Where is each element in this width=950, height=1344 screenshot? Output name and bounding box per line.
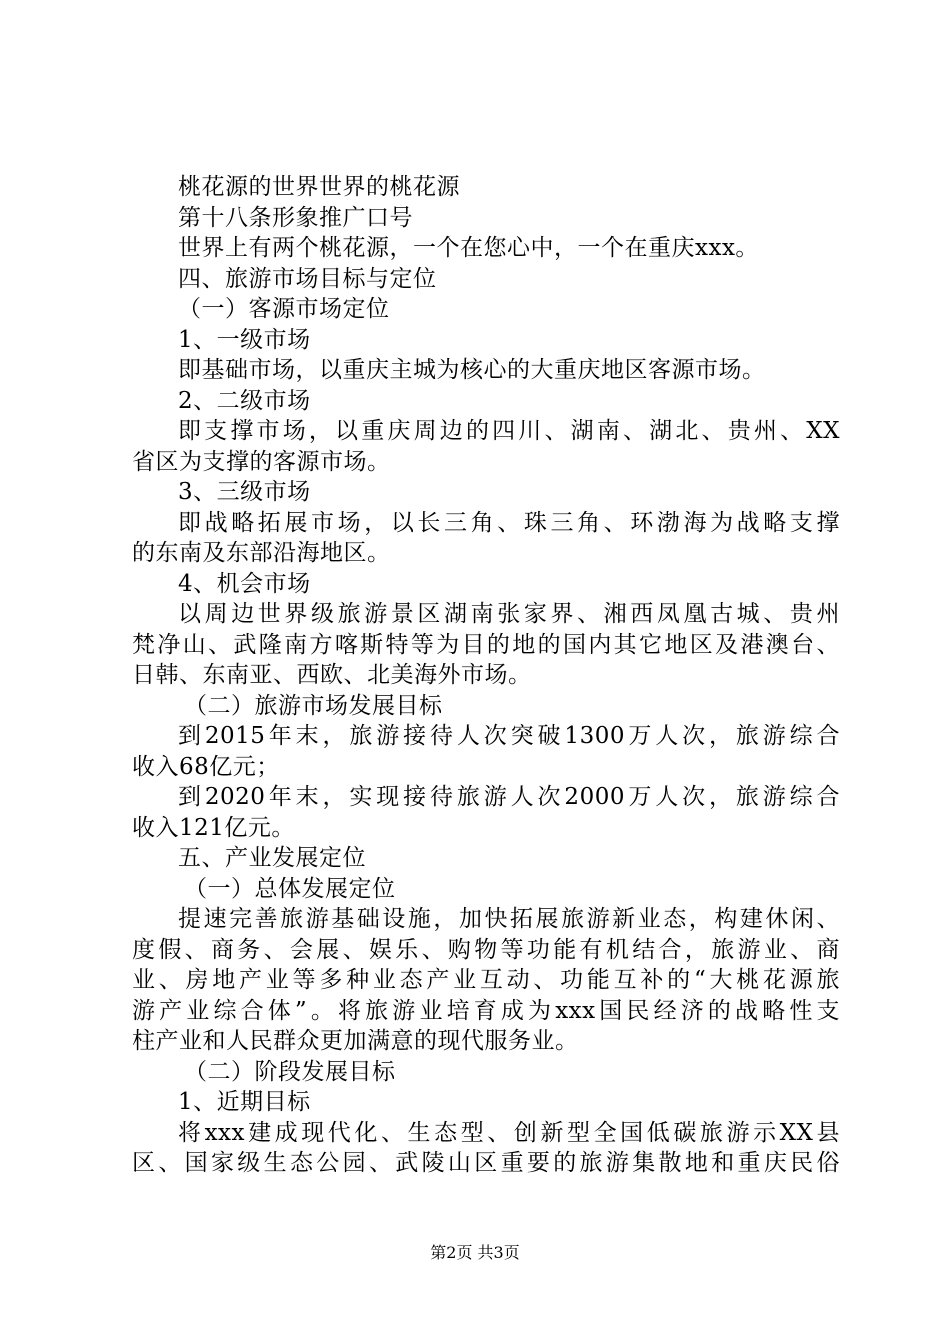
subsection-heading: （一）客源市场定位 bbox=[178, 296, 390, 322]
text-line: 梵净山、武隆南方喀斯特等为目的地的国内其它地区及港澳台、 bbox=[132, 631, 840, 658]
text-line: 柱产业和人民群众更加满意的现代服务业。 bbox=[132, 1028, 579, 1054]
text-line: 即基础市场，以重庆主城为核心的大重庆地区客源市场。 bbox=[178, 357, 766, 383]
text-line: 即战略拓展市场，以长三角、珠三角、环渤海为战略支撑 bbox=[178, 509, 840, 536]
item-heading: 4、机会市场 bbox=[178, 570, 311, 597]
item-heading: 2、二级市场 bbox=[178, 387, 311, 414]
subsection-heading: （二）阶段发展目标 bbox=[184, 1058, 396, 1085]
text-line: 到2015年末，旅游接待人次突破1300万人次，旅游综合 bbox=[178, 723, 840, 749]
text-line: 区、国家级生态公园、武陵山区重要的旅游集散地和重庆民俗 bbox=[132, 1150, 840, 1176]
text-line: 业、房地产业等多种业态产业互动、功能互补的“大桃花源旅 bbox=[132, 967, 840, 993]
section-heading: 四、旅游市场目标与定位 bbox=[178, 265, 437, 292]
section-heading: 五、产业发展定位 bbox=[178, 845, 366, 871]
subsection-heading: （二）旅游市场发展目标 bbox=[184, 692, 443, 719]
item-heading: 1、近期目标 bbox=[178, 1089, 311, 1115]
text-line: 即支撑市场，以重庆周边的四川、湖南、湖北、贵州、XX bbox=[178, 418, 840, 444]
text-line: 第十八条形象推广口号 bbox=[178, 204, 413, 231]
document-body bbox=[132, 172, 840, 1179]
text-line: 桃花源的世界世界的桃花源 bbox=[178, 174, 460, 200]
text-line: 以周边世界级旅游景区湖南张家界、湘西凤凰古城、贵州 bbox=[178, 601, 840, 627]
text-line: 日韩、东南亚、西欧、北美海外市场。 bbox=[132, 662, 532, 688]
text-line: 提速完善旅游基础设施，加快拓展旅游新业态，构建休闲、 bbox=[178, 906, 840, 932]
text-line: 省区为支撑的客源市场。 bbox=[132, 448, 391, 475]
text-line: 世界上有两个桃花源，一个在您心中，一个在重庆xxx。 bbox=[178, 235, 759, 261]
item-heading: 3、三级市场 bbox=[178, 479, 311, 505]
text-line: 收入121亿元。 bbox=[132, 814, 295, 841]
text-line: 游产业综合体”。将旅游业培育成为xxx国民经济的战略性支 bbox=[132, 997, 840, 1024]
subsection-heading: （一）总体发展定位 bbox=[184, 875, 396, 902]
text-line: 度假、商务、会展、娱乐、购物等功能有机结合，旅游业、商 bbox=[132, 936, 840, 963]
page-footer: 第2页 共3页 bbox=[430, 1243, 520, 1262]
text-line: 将xxx建成现代化、生态型、创新型全国低碳旅游示XX县 bbox=[178, 1119, 840, 1146]
text-line: 收入68亿元； bbox=[132, 753, 280, 780]
text-line: 的东南及东部沿海地区。 bbox=[132, 540, 391, 566]
text-line: 到2020年末，实现接待旅游人次2000万人次，旅游综合 bbox=[178, 784, 840, 810]
item-heading: 1、一级市场 bbox=[178, 326, 311, 353]
